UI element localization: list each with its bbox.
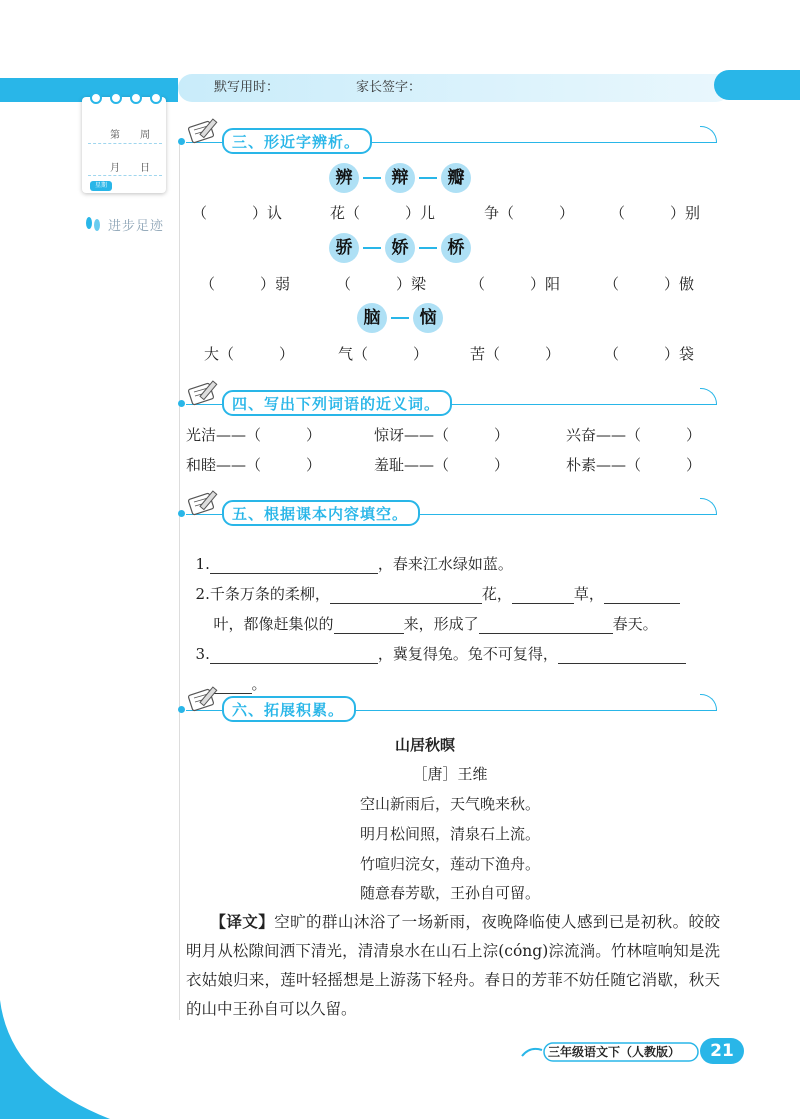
calendar-ring	[150, 92, 162, 104]
dash	[363, 247, 381, 249]
dash	[363, 177, 381, 179]
char-bubble: 桥	[441, 233, 471, 263]
section-dot	[178, 138, 185, 145]
synonym-item[interactable]: 兴奋——（ ）	[566, 426, 702, 444]
dash	[391, 317, 409, 319]
char-bubble: 骄	[329, 233, 359, 263]
footsteps-label: 进步足迹	[108, 219, 165, 234]
synonym-item[interactable]: 朴素——（ ）	[566, 456, 702, 474]
fill-item[interactable]: 争（ ）	[484, 204, 575, 222]
fill-item[interactable]: 大（ ）	[204, 345, 295, 363]
q3-number: 3.	[195, 645, 210, 663]
corner-decoration	[0, 1000, 110, 1119]
char-bubble: 脑	[357, 303, 387, 333]
section-dot	[178, 706, 185, 713]
calendar-week: 第 周	[110, 130, 150, 141]
section-title-pill	[222, 696, 356, 722]
fill-item[interactable]: （ ）认	[192, 204, 283, 222]
q3-end: 。	[251, 675, 267, 693]
calendar-weekday-badge: 星期	[90, 181, 112, 191]
section-3-header	[182, 116, 717, 156]
translation-text: 空旷的群山沐浴了一场新雨，夜晚降临使人感到已是初秋。皎皎明月从松隙间洒下清光，清清泉水在山石上淙(cóng)淙流淌。竹林喧响知是洗衣姑娘归来，莲叶轻摇想是上游荡下轻舟。春日的芳菲不妨任随它消歇，秋天的山中王孙自可以久留。	[186, 913, 720, 1018]
answer-blank[interactable]	[558, 645, 686, 664]
section-3-title: 三、形近字辨析。	[232, 133, 361, 151]
section-5-header	[182, 488, 717, 528]
char-bubble: 辨	[329, 163, 359, 193]
section-title-pill	[222, 390, 452, 416]
page-number: 21	[700, 1038, 744, 1064]
fill-item[interactable]: 气（ ）	[338, 345, 429, 363]
q1-number: 1.	[195, 555, 210, 573]
section-rule-end	[700, 126, 717, 143]
section-4-header	[182, 378, 717, 418]
q2-flower: 花，	[481, 585, 512, 603]
header-bar-right	[714, 70, 800, 100]
pencil-notebook-icon	[186, 378, 224, 406]
synonym-item[interactable]: 羞耻——（ ）	[374, 456, 510, 474]
synonym-item[interactable]: 和睦——（ ）	[186, 456, 322, 474]
q2-line2-a: 叶，都像赶集似的	[213, 615, 334, 633]
q1-text: ，春来江水绿如蓝。	[377, 555, 513, 573]
calendar-ring	[130, 92, 142, 104]
translation-paragraph	[186, 908, 720, 1024]
char-group-3	[0, 303, 800, 333]
section-title-pill	[222, 500, 420, 526]
dash	[419, 247, 437, 249]
char-bubble: 辩	[385, 163, 415, 193]
q2-grass: 草，	[573, 585, 604, 603]
section-dot	[178, 400, 185, 407]
section-5-title: 五、根据课本内容填空。	[232, 505, 409, 523]
calendar-divider	[88, 143, 162, 144]
poem-line: 随意春芳歇，王孙自可留。	[359, 884, 540, 902]
book-label: 三年级语文下（人教版）	[548, 1045, 681, 1059]
pencil-notebook-icon	[186, 684, 224, 712]
section-dot	[178, 510, 185, 517]
fill-item[interactable]: （ ）傲	[604, 275, 695, 293]
synonym-item[interactable]: 光洁——（ ）	[186, 426, 322, 444]
fill-item[interactable]: （ ）袋	[604, 345, 695, 363]
fill-item[interactable]: （ ）梁	[336, 275, 427, 293]
poem-line: 明月松间照，清泉石上流。	[359, 825, 540, 843]
section-4-title: 四、写出下列词语的近义词。	[232, 395, 441, 413]
poem-line: 空山新雨后，天气晚来秋。	[359, 795, 540, 813]
poem-line: 竹喧归浣女，莲动下渔舟。	[359, 855, 540, 873]
section-rule-end	[700, 388, 717, 405]
char-bubble: 瓣	[441, 163, 471, 193]
char-bubble: 恼	[413, 303, 443, 333]
char-bubble: 娇	[385, 233, 415, 263]
poem-title: 山居秋暝	[394, 736, 455, 754]
q2-prefix: 2.千条万条的柔柳，	[195, 585, 330, 603]
section-rule-end	[700, 498, 717, 515]
poem-author: ［唐］王维	[412, 765, 488, 783]
fill-item[interactable]: （ ）阳	[470, 275, 561, 293]
section-6-header	[182, 684, 717, 724]
dash	[419, 177, 437, 179]
section-title-pill	[222, 128, 372, 154]
fill-item[interactable]: 苦（ ）	[470, 345, 561, 363]
fill-item[interactable]: （ ）别	[610, 204, 701, 222]
char-group-1	[0, 163, 800, 193]
calendar-ring	[110, 92, 122, 104]
footsteps-icon	[84, 215, 104, 233]
section-rule-end	[700, 694, 717, 711]
section-6-title: 六、拓展积累。	[232, 701, 345, 719]
calendar-ring	[90, 92, 102, 104]
dictation-time-label: 默写用时：	[214, 80, 280, 95]
q2-line2-b: 来，形成了	[403, 615, 479, 633]
synonym-item[interactable]: 惊讶——（ ）	[374, 426, 510, 444]
q2-line2-c: 春天。	[612, 615, 658, 633]
q3-text: ，冀复得兔。兔不可复得，	[377, 645, 558, 663]
calendar-date: 月 日	[110, 163, 150, 174]
pencil-notebook-icon	[186, 488, 224, 516]
fill-item[interactable]: 花（ ）儿	[330, 204, 436, 222]
fill-item[interactable]: （ ）弱	[200, 275, 291, 293]
pencil-notebook-icon	[186, 116, 224, 144]
translation-label: 【译文】	[210, 913, 275, 931]
parent-sign-label: 家长签字：	[356, 80, 422, 95]
char-group-2	[0, 233, 800, 263]
